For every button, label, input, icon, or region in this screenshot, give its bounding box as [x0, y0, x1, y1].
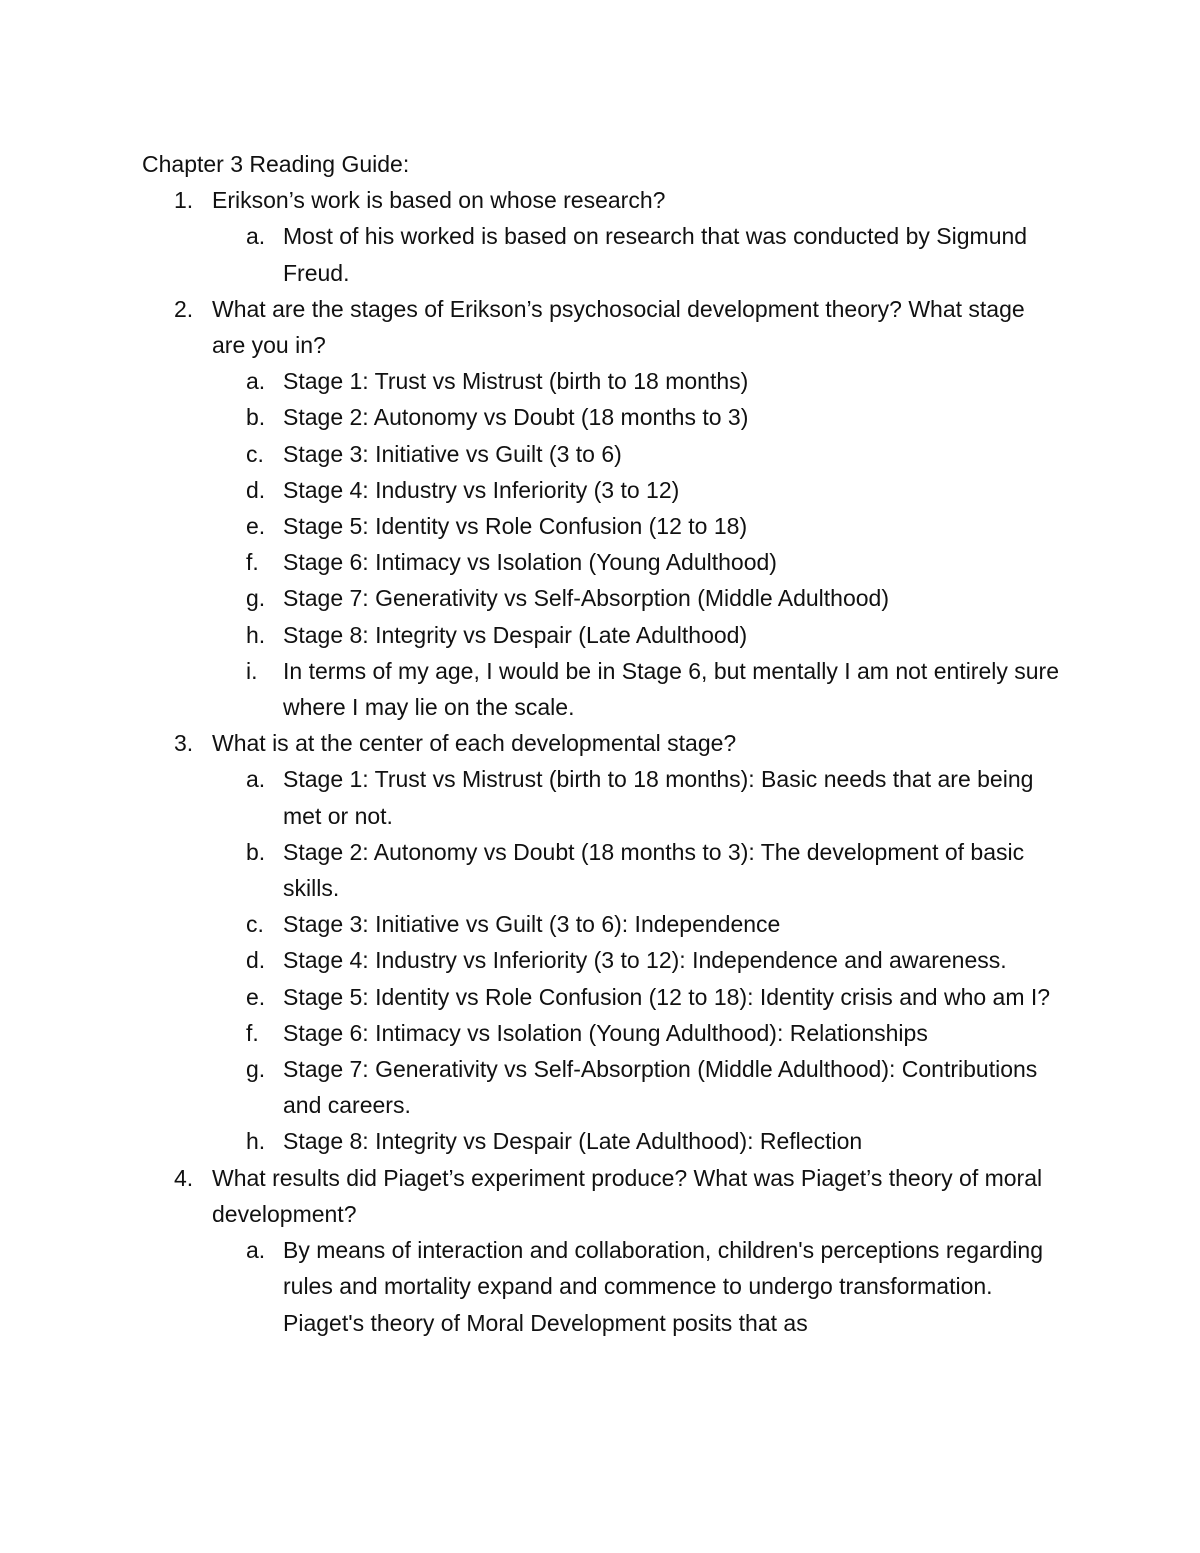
answer-text: Stage 1: Trust vs Mistrust (birth to 18 months): [283, 368, 749, 395]
answer-letter: a.: [246, 766, 266, 793]
answer-item: [142, 544, 1062, 580]
question-text: What are the stages of Erikson’s psychosocial development theory? What stage are you in?: [212, 295, 1025, 359]
answer-text: Stage 2: Autonomy vs Doubt (18 months to 3): [283, 404, 749, 431]
answer-letter: b.: [246, 838, 266, 865]
question-1: [142, 182, 1062, 218]
answer-item: [142, 1051, 1062, 1123]
answer-letter: f.: [246, 1019, 259, 1046]
answer-text: Stage 6: Intimacy vs Isolation (Young Adulthood): Relationships: [283, 1019, 928, 1046]
answer-text: Stage 8: Integrity vs Despair (Late Adulthood): Reflection: [283, 1128, 863, 1155]
answer-item: [142, 218, 1062, 290]
answer-text: Stage 4: Industry vs Inferiority (3 to 12): [283, 476, 680, 503]
question-number: 4.: [174, 1164, 194, 1191]
answer-letter: a.: [246, 1237, 266, 1264]
answer-item: [142, 1123, 1062, 1159]
answer-letter: f.: [246, 549, 259, 576]
answer-letter: a.: [246, 368, 266, 395]
answer-text: In terms of my age, I would be in Stage 6, but mentally I am not entirely sure where I may lie on the scale.: [283, 657, 1059, 721]
answer-text: Stage 3: Initiative vs Guilt (3 to 6): Independence: [283, 911, 781, 938]
answer-letter: d.: [246, 476, 266, 503]
answer-text: Stage 3: Initiative vs Guilt (3 to 6): [283, 440, 622, 467]
answer-item: [142, 472, 1062, 508]
answer-item: [142, 399, 1062, 435]
answer-letter: e.: [246, 983, 266, 1010]
answer-letter: g.: [246, 585, 266, 612]
answer-text: Stage 5: Identity vs Role Confusion (12 to 18): [283, 513, 748, 540]
answer-text: Stage 6: Intimacy vs Isolation (Young Adulthood): [283, 549, 777, 576]
answer-letter: d.: [246, 947, 266, 974]
answer-text: Stage 4: Industry vs Inferiority (3 to 12): Independence and awareness.: [283, 947, 1007, 974]
answer-letter: b.: [246, 404, 266, 431]
answer-letter: i.: [246, 657, 258, 684]
answer-item: [142, 906, 1062, 942]
reading-guide: [142, 146, 1062, 1341]
page-title: Chapter 3 Reading Guide:: [142, 151, 410, 177]
question-text: Erikson’s work is based on whose research?: [212, 187, 666, 214]
answer-text: Stage 2: Autonomy vs Doubt (18 months to 3): The development of basic skills.: [283, 838, 1025, 902]
answer-letter: c.: [246, 911, 264, 938]
question-2: [142, 291, 1062, 363]
answer-text: Stage 8: Integrity vs Despair (Late Adulthood): [283, 621, 748, 648]
answer-item: [142, 580, 1062, 616]
answer-text: Stage 5: Identity vs Role Confusion (12 to 18): Identity crisis and who am I?: [283, 983, 1051, 1010]
answer-item: [142, 508, 1062, 544]
answer-item: [142, 761, 1062, 833]
answer-item: [142, 979, 1062, 1015]
answer-text: Stage 1: Trust vs Mistrust (birth to 18 months): Basic needs that are being met or not.: [283, 766, 1034, 829]
answer-text: Stage 7: Generativity vs Self-Absorption (Middle Adulthood): Contributions and careers.: [283, 1056, 1038, 1119]
question-number: 1.: [174, 187, 194, 214]
answer-item: [142, 617, 1062, 653]
question-text: What results did Piaget’s experiment produce? What was Piaget’s theory of moral development?: [212, 1164, 1043, 1227]
answer-item: [142, 363, 1062, 399]
answer-letter: c.: [246, 440, 264, 467]
answer-item: [142, 1015, 1062, 1051]
answer-letter: a.: [246, 223, 266, 250]
answer-letter: h.: [246, 621, 266, 648]
answer-item: [142, 653, 1062, 725]
answer-item: [142, 1232, 1062, 1341]
answer-text: Stage 7: Generativity vs Self-Absorption (Middle Adulthood): [283, 585, 889, 612]
question-number: 3.: [174, 730, 194, 757]
question-number: 2.: [174, 295, 194, 322]
question-3: [142, 725, 1062, 761]
answer-text: By means of interaction and collaboration, children's perceptions regarding rules and mortality expand and commence to undergo transformation. Piaget's theory of Moral Development posits that as: [283, 1237, 1043, 1336]
answer-item: [142, 436, 1062, 472]
answer-item: [142, 834, 1062, 906]
question-4: [142, 1160, 1062, 1232]
answer-letter: g.: [246, 1056, 266, 1083]
answer-letter: e.: [246, 513, 266, 540]
answer-text: Most of his worked is based on research that was conducted by Sigmund Freud.: [283, 223, 1028, 286]
answer-letter: h.: [246, 1128, 266, 1155]
question-text: What is at the center of each developmental stage?: [212, 730, 737, 757]
answer-item: [142, 942, 1062, 978]
